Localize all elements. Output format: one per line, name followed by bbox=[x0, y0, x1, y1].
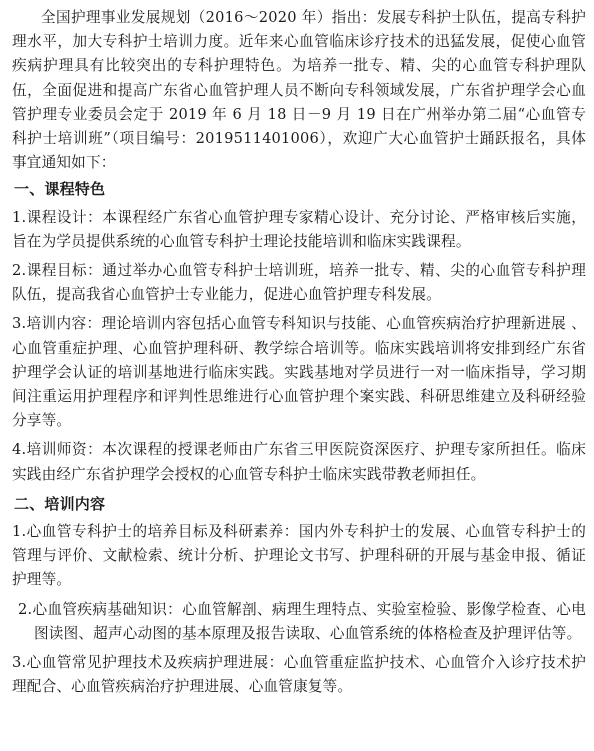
intro-paragraph: 全国护理事业发展规划（2016～2020 年）指出：发展专科护士队伍，提高专科护理水平，加大专科护士培训力度。近年来心血管临床诊疗技术的迅猛发展，促使心血管疾病护理具有比较突出的专科护理特色。为培养一批专、精、尖的心血管专科护理队伍，全面促进和提高广东省心血管护理人员不断向专科领域发展，广东省护理学会心血管护理专业委员会定于 2019 年 6 月 18 日－9 月 19 日在广州举办第二届“心血管专科护士培训班”（项目编号：2019511401006），欢迎广大心血管护士踊跃报名，具体事宜通知如下： bbox=[12, 9, 586, 172]
list-item-course-design: 1.课程设计：本课程经广东省心血管护理专家精心设计、充分讨论、严格审核后实施，旨在为学员提供系统的心血管专科护士理论技能培训和临床实践课程。 bbox=[12, 208, 586, 250]
list-item-basic-knowledge: 2.心血管疾病基础知识：心血管解剖、病理生理特点、实验室检验、影像学检查、心电图读图、超声心动图的基本原理及报告读取、心血管系统的体格检查及护理评估等。 bbox=[18, 600, 586, 642]
list-item-training-content: 3.培训内容：理论培训内容包括心血管专科知识与技能、心血管疾病治疗护理新进展 、心血管重症护理、心血管护理科研、教学综合培训等。临床实践培训将安排到经广东省护理学会认证的培训基地进行临床实践。实践基地对学员进行一对一临床指导，学习期间注重运用护理程序和评判性思维进行心血管护理个案实践、科研思维建立及科研经验分享等。 bbox=[12, 315, 586, 430]
list-item-goals-research: 1.心血管专科护士的培养目标及科研素养：国内外专科护士的发展、心血管专科护士的管理与评价、文献检索、统计分析、护理论文书写、护理科研的开展与基金申报、循证护理等。 bbox=[12, 523, 586, 589]
list-item-nursing-techniques: 3.心血管常见护理技术及疾病护理进展：心血管重症监护技术、心血管介入诊疗技术护理配合、心血管疾病治疗护理进展、心血管康复等。 bbox=[12, 654, 586, 696]
list-item-faculty: 4.培训师资：本次课程的授课老师由广东省三甲医院资深医疗、护理专家所担任。临床实践由经广东省护理学会授权的心血管专科护士临床实践带教老师担任。 bbox=[12, 441, 586, 483]
list-item-course-goal: 2.课程目标：通过举办心血管专科护士培训班，培养一批专、精、尖的心血管专科护理队伍，提高我省心血管护士专业能力，促进心血管护理专科发展。 bbox=[12, 262, 586, 304]
section-heading-training-content: 二、培训内容 bbox=[14, 494, 106, 513]
section-heading-course-features: 一、课程特色 bbox=[14, 180, 106, 199]
